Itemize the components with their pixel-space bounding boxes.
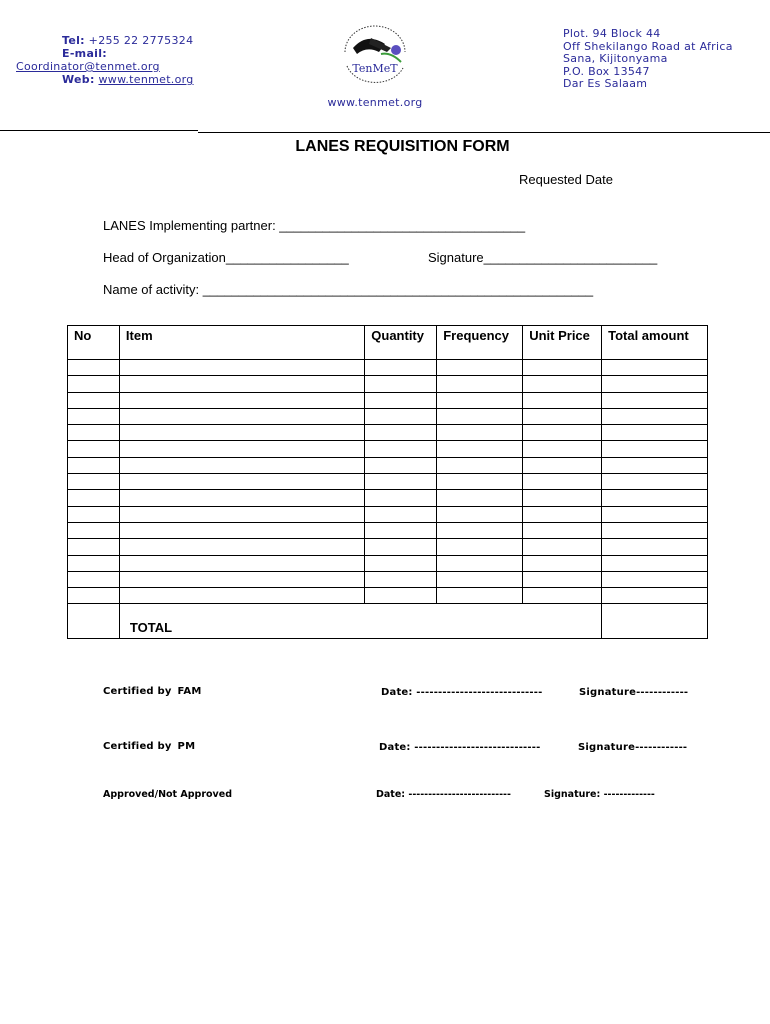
- tel-line: [16, 34, 201, 47]
- email-line: [16, 60, 201, 73]
- table-cell[interactable]: [119, 441, 364, 457]
- column-header-frequency: Frequency: [437, 326, 523, 360]
- table-cell[interactable]: [437, 408, 523, 424]
- address-line: Plot. 94 Block 44: [563, 27, 661, 40]
- site-url[interactable]: www.tenmet.org: [327, 96, 423, 109]
- contact-block: [16, 34, 201, 86]
- table-cell[interactable]: [437, 539, 523, 555]
- table-cell[interactable]: [437, 506, 523, 522]
- table-cell[interactable]: [523, 555, 602, 571]
- table-cell[interactable]: [365, 522, 437, 538]
- table-cell[interactable]: [119, 392, 364, 408]
- approval-label: Approved/Not Approved: [103, 789, 232, 800]
- table-cell[interactable]: [365, 425, 437, 441]
- table-cell[interactable]: [602, 360, 708, 376]
- table-cell[interactable]: [365, 588, 437, 604]
- table-cell[interactable]: [437, 588, 523, 604]
- table-cell[interactable]: [365, 539, 437, 555]
- table-row: [68, 490, 708, 506]
- table-cell[interactable]: [523, 506, 602, 522]
- fam-signature-field[interactable]: Signature------------: [579, 687, 689, 698]
- table-cell[interactable]: [68, 588, 120, 604]
- table-row: [68, 441, 708, 457]
- approval-signature-field[interactable]: Signature: -------------: [544, 789, 655, 800]
- table-cell[interactable]: [68, 360, 120, 376]
- table-cell[interactable]: [437, 425, 523, 441]
- table-cell[interactable]: [119, 490, 364, 506]
- table-cell[interactable]: [365, 474, 437, 490]
- table-row: [68, 474, 708, 490]
- table-cell[interactable]: [437, 457, 523, 473]
- table-row: [68, 425, 708, 441]
- table-cell[interactable]: [68, 441, 120, 457]
- table-cell[interactable]: [68, 474, 120, 490]
- fam-date-field[interactable]: Date: -----------------------------: [381, 687, 543, 698]
- table-cell[interactable]: [437, 474, 523, 490]
- column-header-total-amount: Total amount: [602, 326, 708, 360]
- table-cell[interactable]: [602, 392, 708, 408]
- total-label: TOTAL: [119, 604, 601, 639]
- signature-field[interactable]: Signature________________________: [428, 250, 658, 265]
- table-cell[interactable]: [365, 555, 437, 571]
- table-cell[interactable]: [602, 490, 708, 506]
- table-cell[interactable]: [602, 474, 708, 490]
- table-cell[interactable]: [602, 506, 708, 522]
- table-cell[interactable]: [68, 539, 120, 555]
- table-cell[interactable]: [602, 588, 708, 604]
- table-cell[interactable]: [523, 571, 602, 587]
- table-cell[interactable]: [365, 392, 437, 408]
- total-row: [68, 604, 708, 639]
- table-cell[interactable]: [119, 539, 364, 555]
- table-cell[interactable]: [523, 457, 602, 473]
- table-cell[interactable]: [68, 555, 120, 571]
- address-line: Dar Es Salaam: [563, 77, 648, 91]
- pm-signature-field[interactable]: Signature------------: [578, 742, 688, 753]
- table-cell[interactable]: [68, 408, 120, 424]
- table-row: [68, 408, 708, 424]
- table-cell[interactable]: [523, 360, 602, 376]
- requested-date-field[interactable]: Requested Date: [519, 172, 613, 187]
- table-cell[interactable]: [437, 441, 523, 457]
- table-cell[interactable]: [68, 506, 120, 522]
- table-cell[interactable]: [365, 506, 437, 522]
- web-line: [16, 73, 201, 86]
- table-row: [68, 539, 708, 555]
- table-cell[interactable]: [68, 425, 120, 441]
- approval-date-field[interactable]: Date: --------------------------: [376, 789, 511, 800]
- table-cell[interactable]: [68, 376, 120, 392]
- table-cell[interactable]: [602, 425, 708, 441]
- table-cell[interactable]: [68, 392, 120, 408]
- column-header-no: No: [68, 326, 120, 360]
- table-cell[interactable]: [119, 555, 364, 571]
- table-cell[interactable]: [602, 522, 708, 538]
- column-header-quantity: Quantity: [365, 326, 437, 360]
- table-row: [68, 571, 708, 587]
- tel-label: Tel:: [62, 34, 85, 47]
- email-link[interactable]: Coordinator@tenmet.org: [16, 60, 160, 73]
- address-line: Sana, Kijitonyama: [563, 52, 668, 66]
- implementing-partner-field[interactable]: LANES Implementing partner: __________________________________: [103, 218, 526, 233]
- table-cell[interactable]: [119, 408, 364, 424]
- table-cell[interactable]: [523, 376, 602, 392]
- table-cell[interactable]: [365, 408, 437, 424]
- web-label: Web:: [62, 73, 95, 86]
- table-cell[interactable]: [523, 588, 602, 604]
- table-cell[interactable]: [602, 571, 708, 587]
- table-cell[interactable]: [365, 457, 437, 473]
- address-line: Off Shekilango Road at Africa: [563, 39, 733, 53]
- table-cell[interactable]: [437, 490, 523, 506]
- address-block: [563, 28, 733, 91]
- total-row-cell: [68, 604, 120, 639]
- pm-date-field[interactable]: Date: -----------------------------: [379, 742, 541, 753]
- requisition-table: [67, 325, 708, 639]
- column-header-item: Item: [119, 326, 364, 360]
- total-amount-cell[interactable]: [602, 604, 708, 639]
- head-of-organization-field[interactable]: Head of Organization_________________: [103, 250, 349, 265]
- table-row: [68, 588, 708, 604]
- table-cell[interactable]: [523, 474, 602, 490]
- table-cell[interactable]: [437, 571, 523, 587]
- table-cell[interactable]: [119, 376, 364, 392]
- table-cell[interactable]: [119, 474, 364, 490]
- table-row: [68, 506, 708, 522]
- logo-text: TenMeT: [352, 62, 398, 75]
- table-cell[interactable]: [119, 522, 364, 538]
- table-row: [68, 555, 708, 571]
- table-cell[interactable]: [119, 457, 364, 473]
- table-cell[interactable]: [68, 490, 120, 506]
- table-cell[interactable]: [437, 555, 523, 571]
- table-cell[interactable]: [602, 539, 708, 555]
- table-cell[interactable]: [523, 539, 602, 555]
- web-link[interactable]: www.tenmet.org: [98, 73, 194, 86]
- table-cell[interactable]: [437, 376, 523, 392]
- certified-fam-label: Certified by FAM: [103, 686, 202, 697]
- table-cell[interactable]: [523, 522, 602, 538]
- table-row: [68, 360, 708, 376]
- table-cell[interactable]: [602, 441, 708, 457]
- email-label: E-mail:: [62, 47, 108, 60]
- table-cell[interactable]: [437, 360, 523, 376]
- divider-left: [0, 130, 198, 131]
- table-cell[interactable]: [602, 376, 708, 392]
- table-row: [68, 457, 708, 473]
- table-cell[interactable]: [119, 588, 364, 604]
- table-cell[interactable]: [68, 522, 120, 538]
- activity-name-field[interactable]: Name of activity: ______________________________________________________: [103, 282, 594, 297]
- table-cell[interactable]: [602, 457, 708, 473]
- table-header-row: [68, 326, 708, 360]
- table-cell[interactable]: [365, 490, 437, 506]
- table-cell[interactable]: [365, 376, 437, 392]
- table-cell[interactable]: [68, 457, 120, 473]
- table-cell[interactable]: [523, 392, 602, 408]
- column-header-unit-price: Unit Price: [523, 326, 602, 360]
- table-cell[interactable]: [523, 490, 602, 506]
- address-line: P.O. Box 13547: [563, 64, 650, 78]
- table-cell[interactable]: [365, 571, 437, 587]
- table-cell[interactable]: [365, 441, 437, 457]
- form-title: LANES REQUISITION FORM: [295, 138, 510, 155]
- table-cell[interactable]: [119, 571, 364, 587]
- table-cell[interactable]: [602, 408, 708, 424]
- table-cell[interactable]: [365, 360, 437, 376]
- certified-pm-label: Certified by PM: [103, 741, 196, 752]
- tel-value: +255 22 2775324: [88, 34, 194, 47]
- table-cell[interactable]: [602, 555, 708, 571]
- table-cell[interactable]: [437, 392, 523, 408]
- table-cell[interactable]: [437, 522, 523, 538]
- tenmet-logo-icon: [333, 22, 417, 92]
- table-cell[interactable]: [523, 425, 602, 441]
- table-cell[interactable]: [523, 408, 602, 424]
- table-cell[interactable]: [119, 360, 364, 376]
- table-cell[interactable]: [68, 571, 120, 587]
- table-row: [68, 392, 708, 408]
- table-row: [68, 376, 708, 392]
- table-cell[interactable]: [523, 441, 602, 457]
- divider-right: [198, 132, 770, 133]
- table-cell[interactable]: [119, 506, 364, 522]
- table-row: [68, 522, 708, 538]
- table-cell[interactable]: [119, 425, 364, 441]
